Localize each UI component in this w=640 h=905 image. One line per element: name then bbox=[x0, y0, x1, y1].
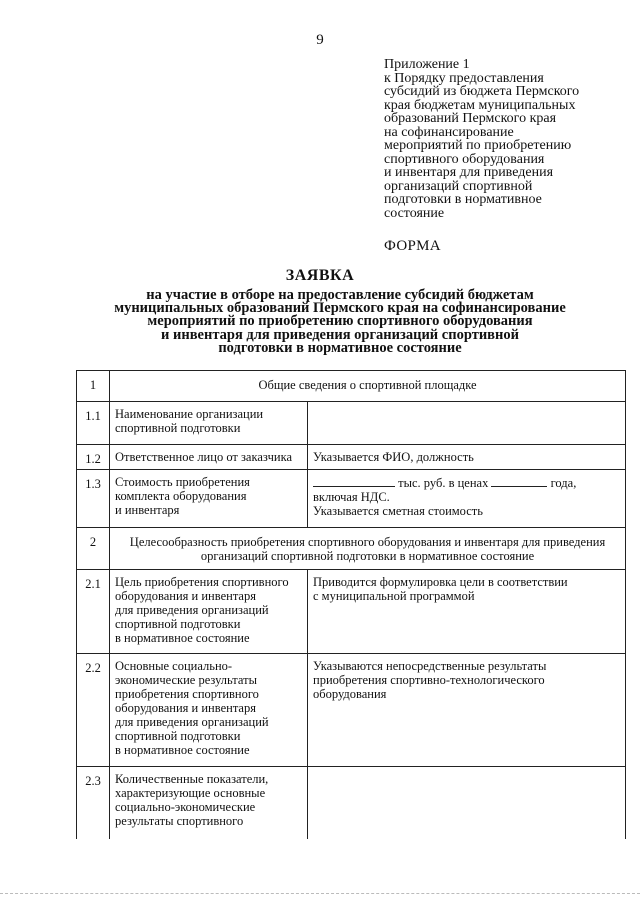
label-line: оборудования и инвентаря bbox=[115, 701, 256, 715]
appendix-line: мероприятий по приобретению bbox=[384, 138, 572, 153]
table-row bbox=[77, 402, 626, 445]
appendix-line: состояние bbox=[384, 205, 445, 221]
appendix-heading bbox=[384, 58, 624, 220]
value-line: Указываются непосредственные результаты bbox=[313, 659, 547, 673]
row-number: 2.2 bbox=[77, 654, 110, 767]
label-line: в нормативное состояние bbox=[115, 743, 250, 757]
price-blank[interactable] bbox=[313, 475, 395, 487]
label-line: Наименование организации bbox=[115, 407, 264, 421]
label-line: результаты спортивного bbox=[115, 814, 244, 828]
row-label bbox=[110, 470, 308, 528]
label-line: комплекта оборудования bbox=[115, 489, 247, 503]
row-label bbox=[110, 570, 308, 654]
appendix-line: субсидий из бюджета Пермского bbox=[384, 84, 580, 99]
subtitle-line: мероприятий по приобретению спортивного оборудования bbox=[147, 313, 533, 330]
title-line: Целесообразность приобретения спортивного оборудования и инвентаря для приведения bbox=[129, 535, 606, 549]
label-line: характеризующие основные bbox=[115, 786, 266, 800]
table-row bbox=[77, 445, 626, 470]
value-line: с муниципальной программой bbox=[313, 589, 475, 603]
row-value-field[interactable] bbox=[308, 470, 626, 528]
row-label bbox=[110, 402, 308, 445]
appendix-line: к Порядку предоставления bbox=[384, 70, 544, 86]
row-value-field[interactable] bbox=[308, 767, 626, 839]
appendix-line: образований Пермского края bbox=[384, 111, 557, 126]
value-note: Указывается сметная стоимость bbox=[313, 504, 483, 518]
table-row bbox=[77, 570, 626, 654]
section-row bbox=[77, 371, 626, 402]
subtitle-line: на участие в отборе на предоставление субсидий бюджетам bbox=[146, 287, 534, 303]
section-number: 2 bbox=[77, 528, 110, 570]
year-text: года, bbox=[550, 476, 577, 490]
section-title bbox=[110, 528, 626, 570]
label-line: для приведения организаций bbox=[115, 603, 269, 617]
label-line: для приведения организаций bbox=[115, 715, 269, 729]
scan-edge-rule bbox=[0, 893, 640, 894]
row-label bbox=[110, 654, 308, 767]
label-line: спортивной подготовки bbox=[115, 617, 241, 631]
label-line: Ответственное лицо от заказчика bbox=[115, 450, 293, 464]
row-value-field[interactable] bbox=[308, 445, 626, 470]
subtitle-line: подготовки в нормативное состояние bbox=[218, 339, 462, 356]
document-title: ЗАЯВКА bbox=[285, 267, 355, 284]
value-line: включая НДС. bbox=[313, 490, 390, 504]
page-number: 9 bbox=[316, 32, 324, 48]
section-title: Общие сведения о спортивной площадке bbox=[110, 371, 626, 402]
application-form-table bbox=[76, 370, 626, 839]
section-number: 1 bbox=[77, 371, 110, 402]
price-text: тыс. руб. в ценах bbox=[398, 476, 489, 490]
label-line: социально-экономические bbox=[115, 800, 256, 814]
row-number: 1.3 bbox=[77, 470, 110, 528]
value-line: оборудования bbox=[313, 687, 387, 701]
row-number: 1.2 bbox=[77, 445, 110, 470]
label-line: Цель приобретения спортивного bbox=[115, 575, 289, 589]
label-line: и инвентаря bbox=[115, 503, 180, 517]
title-line: организаций спортивной подготовки в нормативное состояние bbox=[200, 549, 535, 563]
row-value-field[interactable] bbox=[308, 402, 626, 445]
label-line: Количественные показатели, bbox=[115, 772, 269, 786]
label-line: Стоимость приобретения bbox=[115, 475, 250, 489]
subtitle-line: и инвентаря для приведения организаций спортивной bbox=[161, 326, 519, 343]
label-line: оборудования и инвентаря bbox=[115, 589, 256, 603]
value-line: приобретения спортивно-технологического bbox=[313, 673, 545, 687]
document-subtitle bbox=[80, 289, 600, 355]
appendix-line: организаций спортивной bbox=[384, 178, 533, 194]
form-label: ФОРМА bbox=[384, 238, 441, 254]
label-line: экономические результаты bbox=[115, 673, 257, 687]
value-line: Указывается ФИО, должность bbox=[313, 450, 474, 464]
table-row bbox=[77, 767, 626, 839]
value-line bbox=[313, 475, 621, 490]
value-line: Приводится формулировка цели в соответствии bbox=[313, 575, 568, 589]
section-row bbox=[77, 528, 626, 570]
row-value-field[interactable] bbox=[308, 654, 626, 767]
table-row bbox=[77, 654, 626, 767]
appendix-line: на софинансирование bbox=[384, 124, 514, 140]
row-value-field[interactable] bbox=[308, 570, 626, 654]
subtitle-line: муниципальных образований Пермского края на софинансирование bbox=[114, 300, 566, 317]
label-line: в нормативное состояние bbox=[115, 631, 250, 645]
appendix-line: края бюджетам муниципальных bbox=[384, 97, 576, 113]
appendix-line: подготовки в нормативное bbox=[384, 192, 542, 207]
row-label bbox=[110, 445, 308, 470]
row-number: 2.1 bbox=[77, 570, 110, 654]
label-line: Основные социально- bbox=[115, 659, 233, 673]
table-row bbox=[77, 470, 626, 528]
row-number: 1.1 bbox=[77, 402, 110, 445]
label-line: приобретения спортивного bbox=[115, 687, 259, 701]
appendix-line: и инвентаря для приведения bbox=[384, 165, 554, 180]
appendix-line: Приложение 1 bbox=[384, 57, 470, 72]
row-label bbox=[110, 767, 308, 839]
label-line: спортивной подготовки bbox=[115, 421, 241, 435]
label-line: спортивной подготовки bbox=[115, 729, 241, 743]
row-number: 2.3 bbox=[77, 767, 110, 839]
year-blank[interactable] bbox=[491, 475, 547, 487]
appendix-line: спортивного оборудования bbox=[384, 151, 545, 167]
